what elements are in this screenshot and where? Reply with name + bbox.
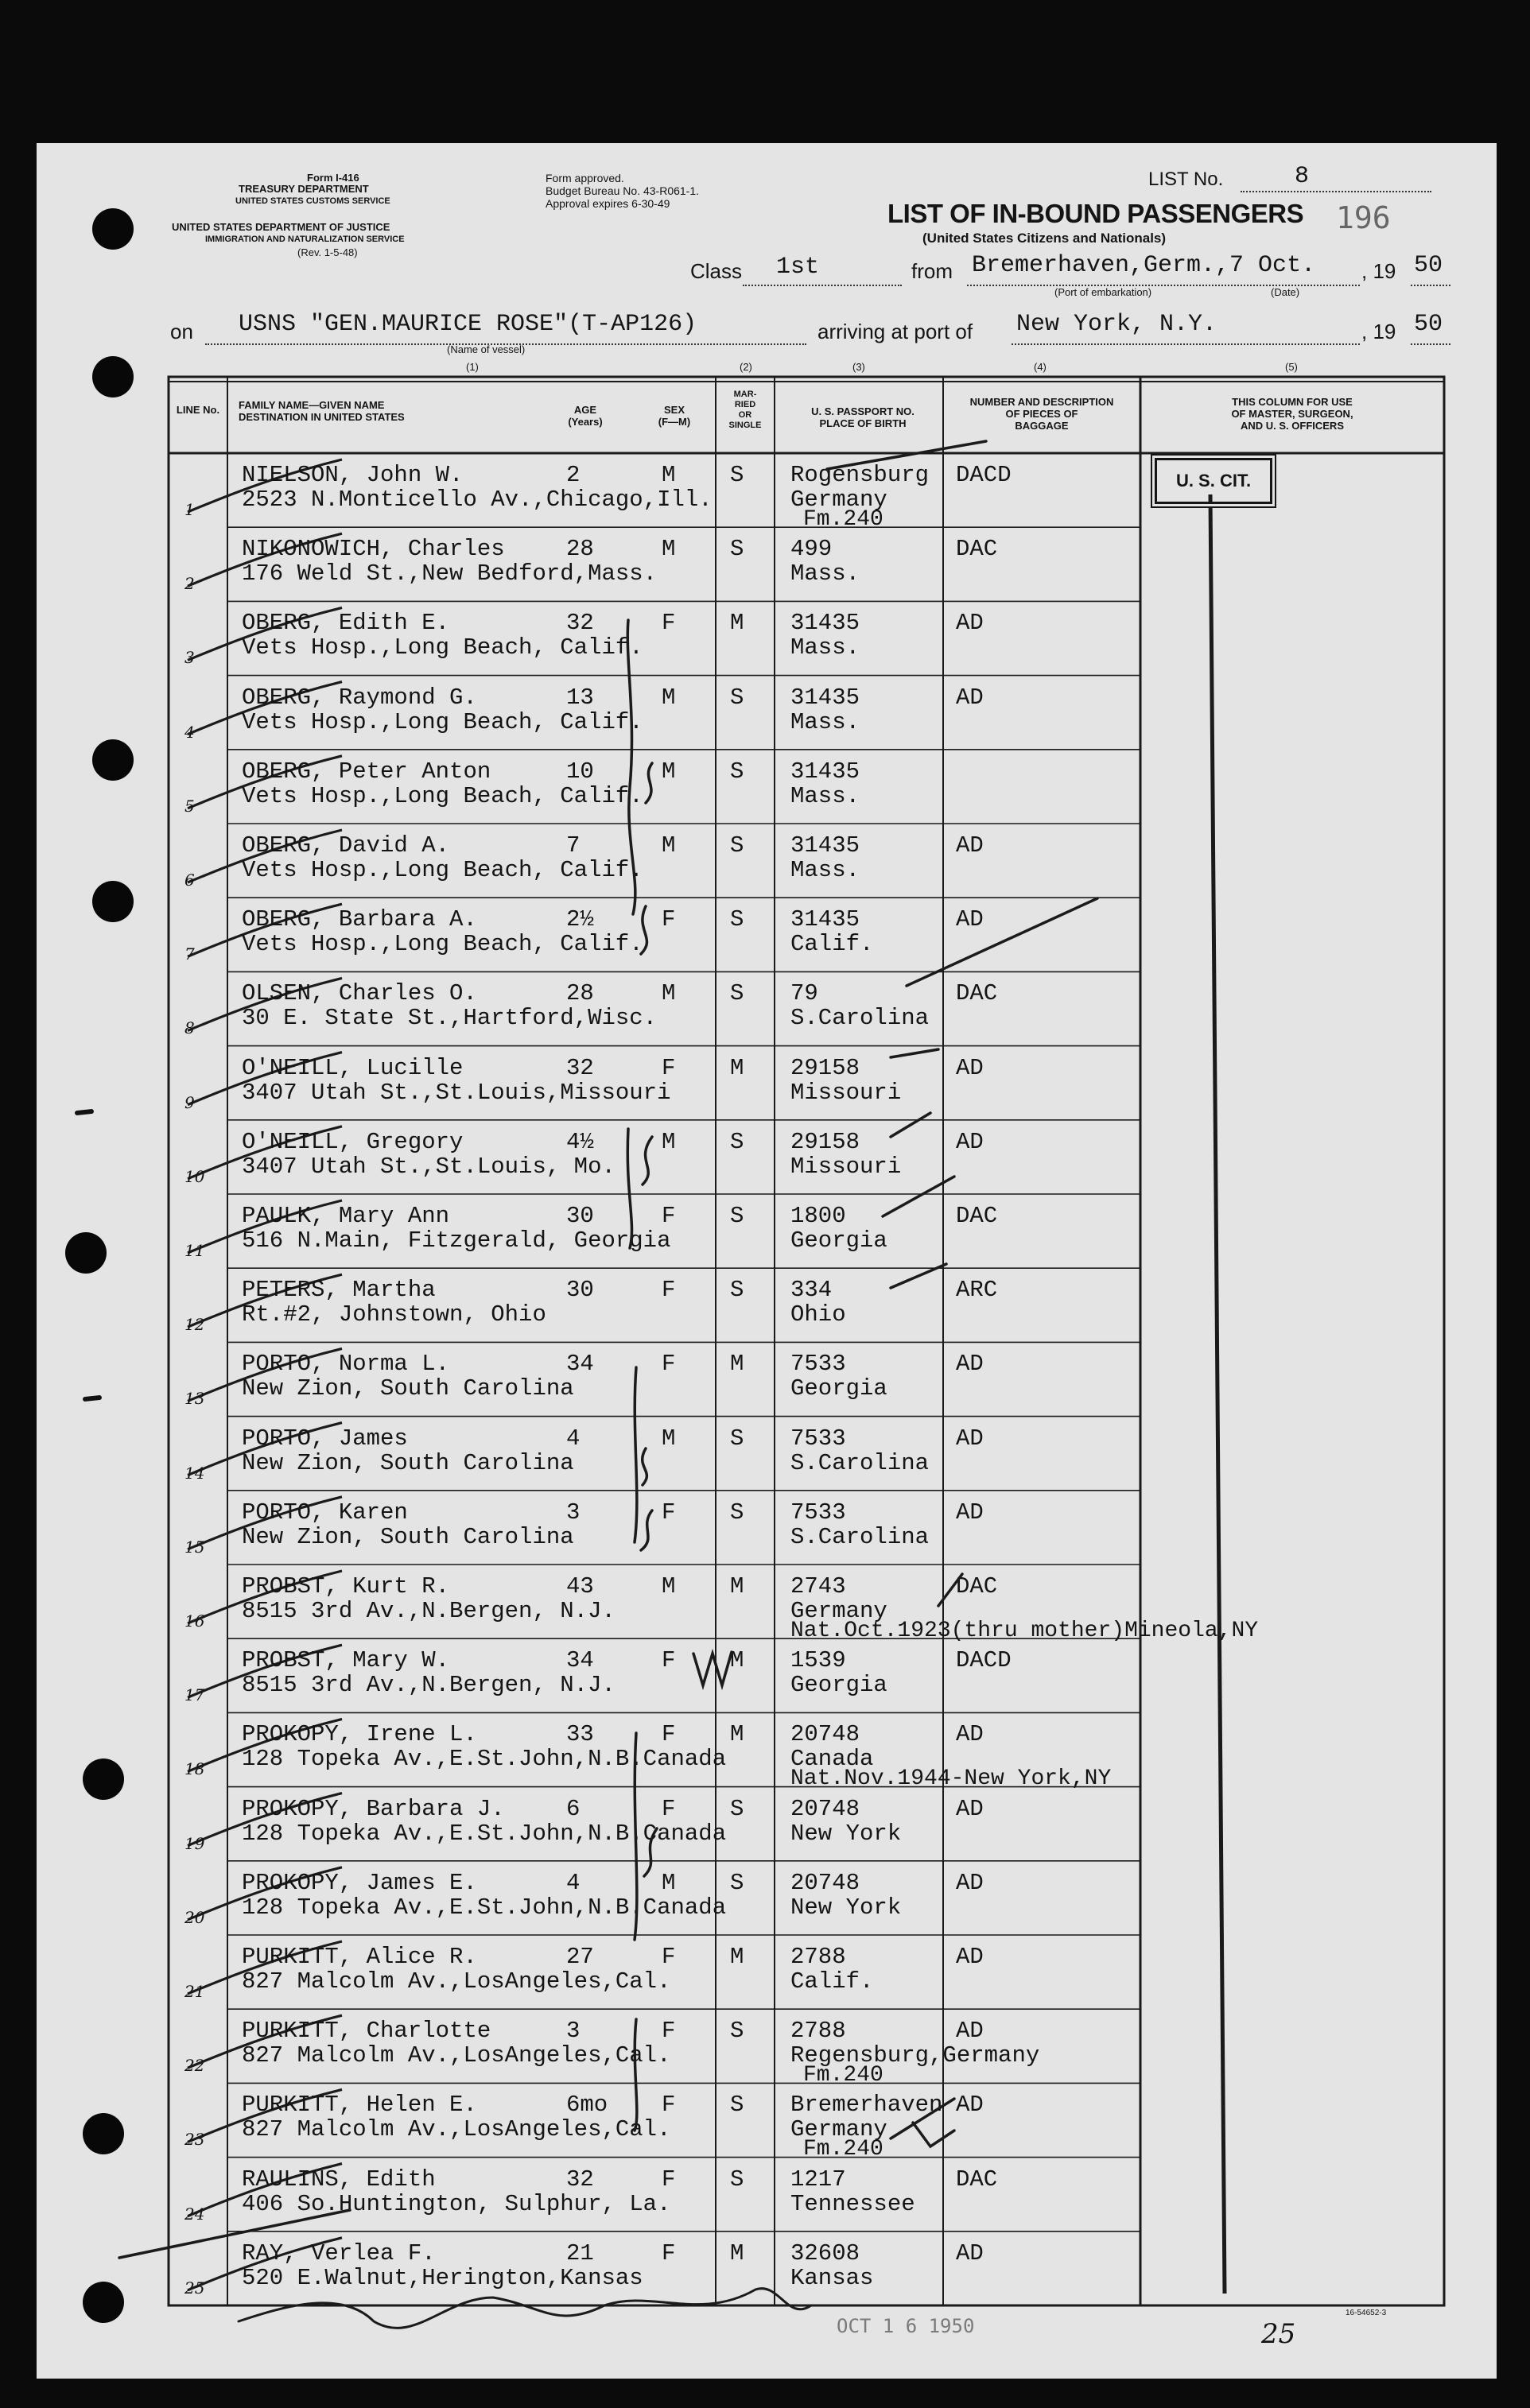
year-prefix-2: , 19 — [1361, 320, 1396, 343]
marital-status: S — [730, 980, 744, 1007]
class-label: Class — [690, 259, 743, 283]
passport-number: 31435 — [790, 610, 860, 637]
line-number: 14 — [184, 1463, 205, 1483]
marital-status: S — [730, 906, 744, 933]
baggage-description: DACD — [956, 462, 1012, 488]
passenger-name: PROKOPY, James E. — [242, 1869, 477, 1896]
manifest-title: LIST OF IN-BOUND PASSENGERS — [887, 199, 1304, 228]
naturalization-note: Nat.Nov.1944-New York,NY — [790, 1766, 1112, 1792]
line-number: 9 — [184, 1092, 195, 1112]
passenger-name: RAULINS, Edith — [242, 2166, 436, 2193]
line-number: 12 — [184, 1315, 205, 1335]
vessel-caption: (Name of vessel) — [447, 343, 526, 355]
place-of-birth: S.Carolina — [790, 1449, 930, 1476]
passport-number: 2788 — [790, 2018, 846, 2045]
passenger-name: PURKITT, Charlotte — [242, 2018, 491, 2045]
passenger-destination: Vets Hosp.,Long Beach, Calif. — [242, 634, 643, 661]
passenger-name: PAULK, Mary Ann — [242, 1203, 450, 1229]
embarkation-value: Bremerhaven,Germ.,7 Oct. — [972, 252, 1316, 279]
passport-number: 20748 — [790, 1795, 860, 1822]
passenger-name: PROBST, Kurt R. — [242, 1573, 450, 1600]
passenger-age: 28 — [566, 536, 594, 563]
line-number: 19 — [184, 1833, 205, 1853]
baggage-description: AD — [956, 832, 984, 859]
baggage-description: AD — [956, 1351, 984, 1378]
passport-number: 79 — [790, 980, 818, 1007]
passenger-destination: New Zion, South Carolina — [242, 1523, 574, 1550]
place-of-birth: Georgia — [790, 1227, 887, 1254]
passenger-sex: F — [662, 1351, 676, 1378]
place-of-birth: Kansas — [790, 2264, 874, 2291]
passenger-age: 3 — [566, 1499, 581, 1526]
line-number: 4 — [184, 722, 195, 742]
vessel-name: USNS "GEN.MAURICE ROSE"(T-AP126) — [239, 311, 697, 338]
passenger-name: OLSEN, Charles O. — [242, 980, 477, 1007]
column-number-5: (5) — [1285, 361, 1298, 373]
baggage-description: AD — [956, 1721, 984, 1748]
passenger-age: 4 — [566, 1869, 581, 1896]
passenger-destination: 128 Topeka Av.,E.St.John,N.B.Canada — [242, 1820, 727, 1847]
line-number: 11 — [184, 1241, 205, 1260]
col-header-married: MAR- RIED OR SINGLE — [728, 390, 762, 430]
passport-number: 1539 — [790, 1647, 846, 1674]
baggage-description: DAC — [956, 536, 998, 563]
line-number: 17 — [184, 1685, 205, 1705]
passenger-sex: M — [662, 1869, 676, 1896]
passenger-age: 27 — [566, 1944, 594, 1970]
passenger-sex: F — [662, 1721, 676, 1748]
baggage-description: DAC — [956, 980, 998, 1007]
marital-status: S — [730, 1277, 744, 1304]
passenger-age: 7 — [566, 832, 581, 859]
passenger-age: 10 — [566, 758, 594, 785]
marital-status: S — [730, 684, 744, 711]
line-number: 10 — [184, 1166, 205, 1186]
place-of-birth: Ohio — [790, 1301, 846, 1328]
line-number: 3 — [184, 648, 195, 668]
passenger-sex: F — [662, 1277, 676, 1304]
passenger-name: PORTO, Karen — [242, 1499, 408, 1526]
line-number: 7 — [184, 944, 195, 964]
year-value-1: 50 — [1414, 252, 1443, 279]
marital-status: S — [730, 2166, 744, 2193]
passenger-sex: F — [662, 2092, 676, 2119]
passenger-age: 2½ — [566, 906, 594, 933]
place-of-birth: Missouri — [790, 1153, 902, 1180]
marital-status: S — [730, 462, 744, 488]
passport-number: 32608 — [790, 2239, 860, 2266]
baggage-description: AD — [956, 1054, 984, 1081]
passenger-sex: M — [662, 980, 676, 1007]
stamp-text: U. S. CIT. — [1175, 471, 1252, 491]
baggage-description: AD — [956, 1425, 984, 1452]
baggage-description: DAC — [956, 2166, 998, 2193]
line-number: 16 — [184, 1611, 205, 1631]
marital-status: S — [730, 2018, 744, 2045]
passenger-destination: Vets Hosp.,Long Beach, Calif. — [242, 782, 643, 809]
passenger-sex: F — [662, 2166, 676, 2193]
passenger-sex: F — [662, 1647, 676, 1674]
passenger-destination: 8515 3rd Av.,N.Bergen, N.J. — [242, 1598, 615, 1624]
column-number-1: (1) — [466, 361, 479, 373]
passport-number: 31435 — [790, 832, 860, 859]
approval-expiry: Approval expires 6-30-49 — [546, 197, 670, 210]
arriving-label: arriving at port of — [817, 320, 973, 343]
passenger-name: OBERG, Edith E. — [242, 610, 450, 637]
passport-number: Rogensburg — [790, 462, 930, 488]
marital-status: S — [730, 1203, 744, 1229]
line-number: 2 — [184, 574, 195, 594]
place-of-birth: Georgia — [790, 1672, 887, 1699]
place-of-birth: New York — [790, 1894, 902, 1921]
passenger-destination: 128 Topeka Av.,E.St.John,N.B.Canada — [242, 1894, 727, 1921]
marital-status: M — [730, 1944, 744, 1970]
marital-status: S — [730, 1795, 744, 1822]
baggage-description: AD — [956, 906, 984, 933]
passenger-age: 30 — [566, 1203, 594, 1229]
passenger-sex: M — [662, 1425, 676, 1452]
marital-status: M — [730, 1351, 744, 1378]
passenger-age: 21 — [566, 2239, 594, 2266]
class-value: 1st — [776, 254, 820, 281]
passenger-name: PROKOPY, Irene L. — [242, 1721, 477, 1748]
passenger-name: PURKITT, Helen E. — [242, 2092, 477, 2119]
passenger-age: 32 — [566, 610, 594, 637]
col-header-sex: SEX (F—M) — [658, 404, 691, 428]
passport-number: 1800 — [790, 1203, 846, 1229]
from-label: from — [911, 259, 953, 283]
baggage-description: AD — [956, 1499, 984, 1526]
passenger-destination: 406 So.Huntington, Sulphur, La. — [242, 2190, 671, 2217]
place-of-birth: Regensburg,Germany — [790, 2042, 1040, 2069]
marital-status: S — [730, 1128, 744, 1155]
passenger-sex: F — [662, 1203, 676, 1229]
passport-number: 7533 — [790, 1351, 846, 1378]
justice-dept: UNITED STATES DEPARTMENT OF JUSTICE — [172, 221, 390, 233]
marital-status: S — [730, 758, 744, 785]
marital-status: M — [730, 1647, 744, 1674]
baggage-description: DAC — [956, 1573, 998, 1600]
form-revision: (Rev. 1-5-48) — [297, 246, 358, 258]
marital-status: M — [730, 1721, 744, 1748]
arrival-port: New York, N.Y. — [1016, 311, 1217, 338]
line-number: 8 — [184, 1018, 195, 1038]
port-embark-caption: (Port of embarkation) — [1054, 286, 1152, 298]
passport-number: 2788 — [790, 1944, 846, 1970]
passenger-sex: F — [662, 2018, 676, 2045]
passenger-name: OBERG, Raymond G. — [242, 684, 477, 711]
passenger-age: 33 — [566, 1721, 594, 1748]
passenger-age: 13 — [566, 684, 594, 711]
treasury-dept: TREASURY DEPARTMENT — [239, 183, 369, 195]
passenger-sex: F — [662, 1795, 676, 1822]
passport-number: 7533 — [790, 1425, 846, 1452]
on-label: on — [170, 320, 193, 343]
line-number: 5 — [184, 796, 195, 816]
place-of-birth: Mass. — [790, 560, 860, 587]
passenger-destination: 827 Malcolm Av.,LosAngeles,Cal. — [242, 2116, 671, 2143]
passenger-age: 34 — [566, 1647, 594, 1674]
marital-status: S — [730, 832, 744, 859]
budget-bureau: Budget Bureau No. 43-R061-1. — [546, 184, 700, 197]
passenger-name: O'NEILL, Lucille — [242, 1054, 464, 1081]
marital-status: M — [730, 1054, 744, 1081]
baggage-description: AD — [956, 684, 984, 711]
passenger-total: 25 — [1261, 2318, 1296, 2350]
passenger-name: PETERS, Martha — [242, 1277, 436, 1304]
passenger-name: RAY, Verlea F. — [242, 2239, 436, 2266]
place-of-birth: Georgia — [790, 1375, 887, 1402]
passport-number: Bremerhaven — [790, 2092, 943, 2119]
baggage-description: ARC — [956, 1277, 998, 1304]
passenger-sex: M — [662, 832, 676, 859]
passport-number: 499 — [790, 536, 833, 563]
passenger-age: 2 — [566, 462, 581, 488]
passenger-name: OBERG, Barbara A. — [242, 906, 477, 933]
year-prefix-1: , 19 — [1361, 259, 1396, 283]
place-of-birth: Missouri — [790, 1079, 902, 1106]
marital-status: S — [730, 2092, 744, 2119]
passenger-age: 32 — [566, 2166, 594, 2193]
passport-number: 334 — [790, 1277, 833, 1304]
received-date-stamp: OCT 1 6 1950 — [837, 2315, 975, 2337]
marital-status: S — [730, 1499, 744, 1526]
baggage-description: AD — [956, 1944, 984, 1970]
passenger-name: PORTO, James — [242, 1425, 408, 1452]
baggage-description: AD — [956, 2092, 984, 2119]
line-number: 22 — [184, 2056, 205, 2076]
passport-number: 20748 — [790, 1869, 860, 1896]
passport-number: 29158 — [790, 1054, 860, 1081]
passenger-age: 32 — [566, 1054, 594, 1081]
passenger-sex: F — [662, 2239, 676, 2266]
passenger-name: NIELSON, John W. — [242, 462, 464, 488]
line-number: 6 — [184, 871, 195, 890]
place-of-birth: Germany — [790, 1598, 887, 1624]
place-of-birth: New York — [790, 1820, 902, 1847]
baggage-description: AD — [956, 610, 984, 637]
passport-number: 31435 — [790, 906, 860, 933]
passenger-sex: M — [662, 684, 676, 711]
col-header-age: AGE (Years) — [568, 404, 603, 428]
passenger-sex: M — [662, 462, 676, 488]
place-of-birth: Tennessee — [790, 2190, 915, 2217]
baggage-description: DAC — [956, 1203, 998, 1229]
place-of-birth: Mass. — [790, 708, 860, 735]
list-no-value: 8 — [1295, 163, 1310, 190]
passenger-name: PURKITT, Alice R. — [242, 1944, 477, 1970]
place-of-birth: Mass. — [790, 857, 860, 883]
passport-number: 29158 — [790, 1128, 860, 1155]
baggage-description: AD — [956, 1795, 984, 1822]
passenger-name: PROKOPY, Barbara J. — [242, 1795, 505, 1822]
passport-number: 31435 — [790, 758, 860, 785]
passenger-age: 4 — [566, 1425, 581, 1452]
column-number-4: (4) — [1034, 361, 1047, 373]
passenger-destination: Vets Hosp.,Long Beach, Calif. — [242, 857, 643, 883]
marital-status: S — [730, 1425, 744, 1452]
place-of-birth: S.Carolina — [790, 1523, 930, 1550]
passport-number: 7533 — [790, 1499, 846, 1526]
form-print-code: 16-54652-3 — [1346, 2309, 1387, 2317]
passenger-name: PROBST, Mary W. — [242, 1647, 450, 1674]
baggage-description: AD — [956, 1869, 984, 1896]
passport-number: 20748 — [790, 1721, 860, 1748]
passenger-sex: F — [662, 1054, 676, 1081]
us-citizen-stamp — [1155, 458, 1272, 504]
passenger-destination: 516 N.Main, Fitzgerald, Georgia — [242, 1227, 671, 1254]
col-header-name: FAMILY NAME—GIVEN NAME DESTINATION IN UNITED STATES — [239, 399, 405, 423]
passenger-age: 43 — [566, 1573, 594, 1600]
passenger-sex: M — [662, 1128, 676, 1155]
manifest-subtitle: (United States Citizens and Nationals) — [922, 231, 1167, 246]
passenger-destination: Vets Hosp.,Long Beach, Calif. — [242, 931, 643, 958]
passenger-destination: 128 Topeka Av.,E.St.John,N.B.Canada — [242, 1746, 727, 1773]
passenger-destination: 8515 3rd Av.,N.Bergen, N.J. — [242, 1672, 615, 1699]
passenger-sex: F — [662, 1499, 676, 1526]
naturalization-note: Fm.240 — [803, 507, 883, 532]
passenger-age: 30 — [566, 1277, 594, 1304]
marital-status: M — [730, 610, 744, 637]
baggage-description: AD — [956, 2239, 984, 2266]
baggage-description: AD — [956, 2018, 984, 2045]
passenger-destination: 520 E.Walnut,Herington,Kansas — [242, 2264, 643, 2291]
passenger-destination: 30 E. State St.,Hartford,Wisc. — [242, 1005, 658, 1032]
list-no-label: LIST No. — [1148, 169, 1224, 190]
place-of-birth: Mass. — [790, 634, 860, 661]
passenger-name: OBERG, David A. — [242, 832, 450, 859]
baggage-description: AD — [956, 1128, 984, 1155]
passenger-age: 4½ — [566, 1128, 594, 1155]
passenger-name: O'NEILL, Gregory — [242, 1128, 464, 1155]
baggage-description: DACD — [956, 1647, 1012, 1674]
form-number: Form I-416 — [307, 172, 359, 184]
naturalization-note: Fm.240 — [803, 2137, 883, 2162]
marital-status: S — [730, 536, 744, 563]
line-number: 18 — [184, 1759, 205, 1779]
passenger-destination: 3407 Utah St.,St.Louis, Mo. — [242, 1153, 615, 1180]
passenger-destination: Rt.#2, Johnstown, Ohio — [242, 1301, 546, 1328]
col-header-officers: THIS COLUMN FOR USE OF MASTER, SURGEON, AND U. S. OFFICERS — [1231, 396, 1353, 432]
line-number: 23 — [184, 2130, 205, 2150]
passenger-sex: M — [662, 536, 676, 563]
column-number-3: (3) — [852, 361, 865, 373]
date-caption: (Date) — [1271, 286, 1300, 298]
col-header-line-no: LINE No. — [176, 404, 220, 416]
passenger-destination: New Zion, South Carolina — [242, 1375, 574, 1402]
passenger-sex: M — [662, 758, 676, 785]
page-stamp-number: 196 — [1336, 200, 1391, 235]
passenger-destination: 3407 Utah St.,St.Louis,Missouri — [242, 1079, 671, 1106]
line-number: 20 — [184, 1907, 205, 1927]
passenger-sex: F — [662, 906, 676, 933]
naturalization-note: Nat.Oct.1923(thru mother)Mineola,NY — [790, 1619, 1259, 1643]
passenger-age: 28 — [566, 980, 594, 1007]
passport-number: 31435 — [790, 684, 860, 711]
passenger-age: 6mo — [566, 2092, 608, 2119]
place-of-birth: S.Carolina — [790, 1005, 930, 1032]
passenger-destination: 2523 N.Monticello Av.,Chicago,Ill. — [242, 487, 713, 513]
customs-service: UNITED STATES CUSTOMS SERVICE — [235, 196, 390, 206]
passenger-age: 34 — [566, 1351, 594, 1378]
place-of-birth: Germany — [790, 487, 887, 513]
passenger-age: 6 — [566, 1795, 581, 1822]
line-number: 13 — [184, 1389, 205, 1409]
passport-number: 1217 — [790, 2166, 846, 2193]
place-of-birth: Mass. — [790, 782, 860, 809]
ins-service: IMMIGRATION AND NATURALIZATION SERVICE — [205, 235, 405, 244]
line-number: 21 — [184, 1982, 205, 2001]
column-number-2: (2) — [740, 361, 752, 373]
line-number: 24 — [184, 2204, 205, 2224]
passenger-name: PORTO, Norma L. — [242, 1351, 450, 1378]
passenger-sex: M — [662, 1573, 676, 1600]
place-of-birth: Calif. — [790, 931, 874, 958]
marital-status: S — [730, 1869, 744, 1896]
place-of-birth: Canada — [790, 1746, 874, 1773]
col-header-baggage: NUMBER AND DESCRIPTION OF PIECES OF BAGGAGE — [969, 396, 1114, 432]
year-value-2: 50 — [1414, 311, 1443, 338]
naturalization-note: Fm.240 — [803, 2063, 883, 2088]
passport-number: 2743 — [790, 1573, 846, 1600]
passenger-sex: F — [662, 1944, 676, 1970]
line-number: 1 — [184, 500, 195, 519]
line-number: 15 — [184, 1537, 205, 1557]
passenger-destination: Vets Hosp.,Long Beach, Calif. — [242, 708, 643, 735]
line-number: 25 — [184, 2278, 205, 2297]
passenger-destination: 827 Malcolm Av.,LosAngeles,Cal. — [242, 1968, 671, 1995]
passenger-destination: 827 Malcolm Av.,LosAngeles,Cal. — [242, 2042, 671, 2069]
place-of-birth: Calif. — [790, 1968, 874, 1995]
passenger-destination: New Zion, South Carolina — [242, 1449, 574, 1476]
place-of-birth: Germany — [790, 2116, 887, 2143]
passenger-name: NIKONOWICH, Charles — [242, 536, 505, 563]
col-header-passport: U. S. PASSPORT NO. PLACE OF BIRTH — [811, 405, 915, 429]
passenger-destination: 176 Weld St.,New Bedford,Mass. — [242, 560, 658, 587]
form-approved: Form approved. — [546, 172, 624, 184]
passenger-name: OBERG, Peter Anton — [242, 758, 491, 785]
passenger-sex: F — [662, 610, 676, 637]
passenger-age: 3 — [566, 2018, 581, 2045]
marital-status: M — [730, 1573, 744, 1600]
marital-status: M — [730, 2239, 744, 2266]
